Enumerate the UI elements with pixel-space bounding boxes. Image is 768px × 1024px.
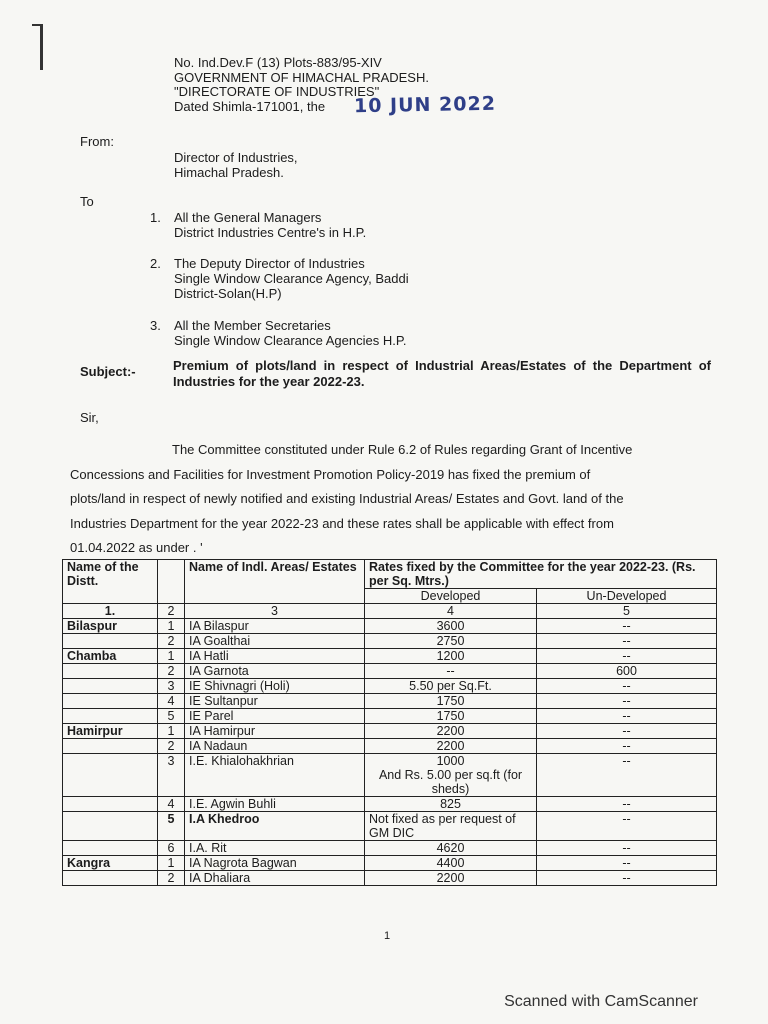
dated-line: Dated Shimla-171001, the xyxy=(174,98,326,114)
header-blank xyxy=(158,560,185,604)
scan-mark xyxy=(32,24,40,26)
recipient-2: 2. The Deputy Director of Industries Single Window Clearance Agency, Baddi District-Solan(H.P) xyxy=(150,256,409,301)
cell-undeveloped: -- xyxy=(537,619,717,634)
cell-developed: 3600 xyxy=(365,619,537,634)
cell-district: Hamirpur xyxy=(63,724,158,739)
cell-district xyxy=(63,739,158,754)
cell-area: IA Nadaun xyxy=(185,739,365,754)
scanner-watermark: Scanned with CamScanner xyxy=(504,993,698,1010)
cell-undeveloped: -- xyxy=(537,754,717,797)
header-undeveloped: Un-Developed xyxy=(537,589,717,604)
table-row xyxy=(63,871,717,886)
table-row xyxy=(63,694,717,709)
page-number: 1 xyxy=(384,930,391,942)
table-row xyxy=(63,649,717,664)
cell-area: IE Shivnagri (Holi) xyxy=(185,679,365,694)
cell-area: IA Hatli xyxy=(185,649,365,664)
cell-undeveloped: -- xyxy=(537,812,717,841)
cell-district xyxy=(63,754,158,797)
table-row xyxy=(63,739,717,754)
salutation: Sir, xyxy=(80,410,99,425)
table-row xyxy=(63,841,717,856)
cell-sn: 3 xyxy=(158,754,185,797)
subject-text: Premium of plots/land in respect of Industrial Areas/Estates of the Department of Industries for the year 2022-23. xyxy=(173,358,711,389)
cell-sn: 3 xyxy=(158,679,185,694)
cell-area: I.A. Rit xyxy=(185,841,365,856)
table-row xyxy=(63,812,717,841)
cell-sn: 5 xyxy=(158,709,185,724)
cell-developed: 5.50 per Sq.Ft. xyxy=(365,679,537,694)
cell-developed: 1200 xyxy=(365,649,537,664)
table-row xyxy=(63,709,717,724)
subject-label: Subject:- xyxy=(80,364,136,379)
cell-area: IA Bilaspur xyxy=(185,619,365,634)
cell-sn: 1 xyxy=(158,724,185,739)
cell-district: Chamba xyxy=(63,649,158,664)
cell-undeveloped: -- xyxy=(537,694,717,709)
table-row xyxy=(63,856,717,871)
table-header-row xyxy=(63,560,717,589)
cell-developed: 1000 And Rs. 5.00 per sq.ft (for sheds) xyxy=(365,754,537,797)
table-row xyxy=(63,634,717,649)
cell-undeveloped: -- xyxy=(537,709,717,724)
header-district: Name of the Distt. xyxy=(63,560,158,604)
cell-undeveloped: -- xyxy=(537,724,717,739)
cell-area: I.A Khedroo xyxy=(185,812,365,841)
cell-sn: 5 xyxy=(158,812,185,841)
cell-undeveloped: -- xyxy=(537,856,717,871)
cell-area: I.E. Agwin Buhli xyxy=(185,797,365,812)
cell-district xyxy=(63,871,158,886)
cell-developed: 4620 xyxy=(365,841,537,856)
cell-sn: 2 xyxy=(158,871,185,886)
table-row xyxy=(63,679,717,694)
cell-sn: 2 xyxy=(158,634,185,649)
body-paragraph: The Committee constituted under Rule 6.2 of Rules regarding Grant of Incentive Concessions and Facilities for Investment Promotion Policy-2019 has fixed the premium of plots/land in respect of newly notified and existing Industrial Areas/ Estates and Govt. land of the Industries Department for the year 2022-23 and these rates shall be applicable with effect from 01.04.2022 as under . ' xyxy=(70,442,633,555)
cell-district xyxy=(63,709,158,724)
cell-developed: -- xyxy=(365,664,537,679)
cell-district xyxy=(63,812,158,841)
cell-undeveloped: -- xyxy=(537,634,717,649)
cell-developed: Not fixed as per request of GM DIC xyxy=(365,812,537,841)
cell-sn: 4 xyxy=(158,694,185,709)
cell-developed: 2750 xyxy=(365,634,537,649)
directorate-name: "DIRECTORATE OF INDUSTRIES" xyxy=(174,84,380,99)
cell-developed: 4400 xyxy=(365,856,537,871)
cell-developed: 825 xyxy=(365,797,537,812)
cell-sn: 1 xyxy=(158,619,185,634)
cell-district xyxy=(63,679,158,694)
cell-undeveloped: -- xyxy=(537,841,717,856)
cell-developed: 2200 xyxy=(365,724,537,739)
scan-mark xyxy=(40,24,43,70)
reference-number: No. Ind.Dev.F (13) Plots-883/95-XIV xyxy=(174,55,382,70)
cell-sn: 2 xyxy=(158,739,185,754)
cell-developed: 2200 xyxy=(365,871,537,886)
cell-area: IA Hamirpur xyxy=(185,724,365,739)
cell-district xyxy=(63,841,158,856)
cell-area: IA Goalthai xyxy=(185,634,365,649)
to-label: To xyxy=(80,194,94,209)
cell-developed: 2200 xyxy=(365,739,537,754)
recipient-3: 3. All the Member Secretaries Single Window Clearance Agencies H.P. xyxy=(150,318,407,348)
table-row xyxy=(63,797,717,812)
cell-undeveloped: 600 xyxy=(537,664,717,679)
cell-sn: 2 xyxy=(158,664,185,679)
header-developed: Developed xyxy=(365,589,537,604)
cell-area: IE Sultanpur xyxy=(185,694,365,709)
cell-sn: 4 xyxy=(158,797,185,812)
premium-rates-table xyxy=(62,559,717,886)
cell-district xyxy=(63,664,158,679)
table-row xyxy=(63,664,717,679)
government-name: GOVERNMENT OF HIMACHAL PRADESH. xyxy=(174,69,429,85)
from-label: From: xyxy=(80,134,114,149)
cell-undeveloped: -- xyxy=(537,649,717,664)
table-row xyxy=(63,754,717,797)
cell-district xyxy=(63,797,158,812)
table-row xyxy=(63,619,717,634)
from-address: Director of Industries, Himachal Pradesh. xyxy=(174,150,298,180)
cell-area: IA Nagrota Bagwan xyxy=(185,856,365,871)
cell-sn: 1 xyxy=(158,856,185,871)
cell-developed: 1750 xyxy=(365,709,537,724)
recipient-1: 1. All the General Managers District Industries Centre's in H.P. xyxy=(150,210,367,240)
cell-district: Bilaspur xyxy=(63,619,158,634)
cell-area: IA Garnota xyxy=(185,664,365,679)
cell-undeveloped: -- xyxy=(537,797,717,812)
cell-district xyxy=(63,634,158,649)
date-stamp: 10 JUN 2022 xyxy=(353,92,497,118)
cell-sn: 6 xyxy=(158,841,185,856)
cell-area: I.E. Khialohakhrian xyxy=(185,754,365,797)
cell-district xyxy=(63,694,158,709)
header-rates: Rates fixed by the Committee for the year 2022-23. (Rs. per Sq. Mtrs.) xyxy=(365,560,717,589)
cell-area: IA Dhaliara xyxy=(185,871,365,886)
developed-note: And Rs. 5.00 per sq.ft (for sheds) xyxy=(378,768,523,796)
table-row xyxy=(63,724,717,739)
cell-undeveloped: -- xyxy=(537,871,717,886)
cell-undeveloped: -- xyxy=(537,679,717,694)
cell-undeveloped: -- xyxy=(537,739,717,754)
header-area: Name of Indl. Areas/ Estates xyxy=(185,560,365,604)
cell-developed: 1750 xyxy=(365,694,537,709)
cell-area: IE Parel xyxy=(185,709,365,724)
column-index-row: 1. 2 3 4 5 xyxy=(63,604,717,619)
cell-sn: 1 xyxy=(158,649,185,664)
cell-district: Kangra xyxy=(63,856,158,871)
